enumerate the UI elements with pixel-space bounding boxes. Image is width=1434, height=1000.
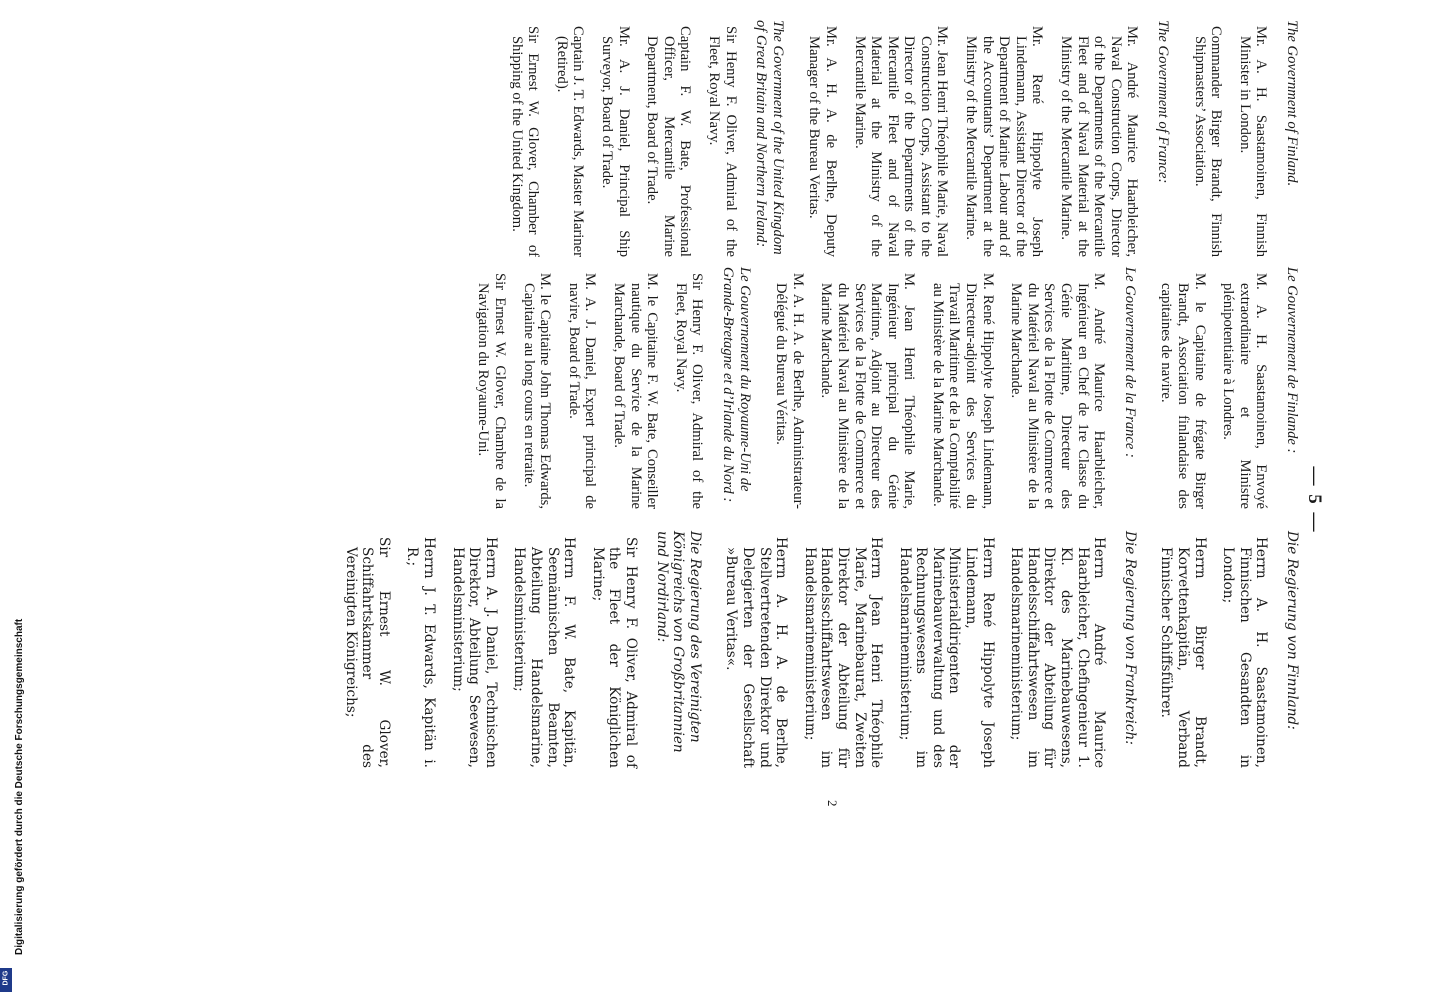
section-spacer [703,531,711,768]
delegate-entry: Herrn André Maurice Haarbleicher, Chefingenieur 1. Kl. des Marinebauwesens, Direktor der Abteilung für Handelsschiffahrtswesen im Handelsmarineministerium; [1008,537,1108,768]
section-heading: Le Gouvernement de la France : [1121,267,1138,458]
delegate-entry: Herrn Birger Brandt, Korvettenkapitän, Verband Finnischer Schiffsführer. [1158,537,1208,768]
page-number: — 5 — [1304,466,1325,534]
delegate-entry: Herrn A. J. Daniel, Technischen Direktor, Abteilung Seewesen, Handelsministerium; [449,537,499,768]
dfg-logo-icon [0,968,12,992]
delegate-entry: Captain F. W. Bate, Professional Officer, Mercantile Marine Department, Board of Trade. [644,26,694,257]
section-spacer [1171,20,1179,257]
delegate-entry: Sir Henry F. Oliver, Admiral of the Fleet der Königlichen Marine; [589,537,639,768]
delegate-entry: Mr. A. H. Saastamoinen, Finnish Minister in London. [1236,26,1270,257]
delegate-entry: M. Jean Henri Théophile Marie, Ingénieur principal du Génie Maritime, Adjoint au Directeur des Services de la Flotte de Commerce et du Matériel Naval au Ministère de la Marine Marchande. [818,273,918,509]
delegate-entry: Herrn J. T. Edwards, Kapitän i. R.; [404,537,438,768]
section-spacer [322,531,330,768]
delegate-entry: M. le Capitaine John Thomas Edwards, Capitaine au long cours en retraite. [520,273,554,509]
delegate-entry: Mr. André Maurice Haarbleicher, Naval Construction Corps, Director of the Departments of the Mercantile Fleet and of Naval Material at the Ministry of the Mercantile Marine. [1058,26,1141,257]
section-spacer [786,20,794,257]
section-spacer [753,267,761,509]
delegate-entry: Mr. A. H. A. de Berlhe, Deputy Manager of the Bureau Veritas. [806,26,839,257]
delegate-entry: M. le Capitaine de frégate Birger Brandt, Association finlandaise des capitaines de navire. [1158,273,1208,509]
delegate-entry: Sir Ernest W. Glover, Chambre de la Navigation du Royaume-Uni. [475,273,509,509]
delegate-entry: M. A. H. A. de Berlhe, Administrateur-Délégué du Bureau Véritas. [773,273,806,509]
section-spacer [488,20,496,257]
section-heading: Die Regierung des Vereinigten Königreichs von Großbritannien und Nordirland: [653,531,703,753]
french-column [455,267,1300,509]
section-heading: Die Regierung von Finnland: [1284,531,1300,730]
delegate-entry: Captain J. T. Edwards, Master Mariner (Retired). [553,26,587,257]
section-heading: Die Regierung von Frankreich: [1121,531,1138,745]
english-column [488,20,1300,257]
section-spacer [455,267,463,509]
digitization-sidebar [0,0,28,1000]
section-heading: The Government of the United Kingdom of Great Britain and Northern Ireland: [753,20,786,255]
delegate-entry: M. René Hippolyte Joseph Lindemann, Directeur-adjoint des Services du Travail Maritime et de la Comptabilité au Ministère de la Marine Marchande. [929,273,996,509]
delegate-entry: Herrn René Hippolyte Joseph Lindemann, Ministerialdirigenten der Marinebauverwaltung und des Rechnungswesens im Handelsmarineministerium; [896,537,996,768]
delegate-entry: Sir Henry F. Oliver, Admiral of the Fleet, Royal Navy. [672,273,706,509]
delegate-entry: Herrn A. H. Saastamoinen, Finnischen Gesandten in London; [1220,537,1270,768]
delegate-entry: Commander Birger Brandt, Finnish Shipmasters’ Association. [1191,26,1225,257]
delegate-entry: Herrn F. W. Bate, Kapitän, Seemännischen Beamten, Abteilung Handelsmarine, Handelsministerium; [511,537,578,768]
delegate-entry: Mr. Jean Henri Théophile Marie, Naval Construction Corps, Assistant to the Director of the Departments of the Mercantile Fleet and of Naval Material at the Ministry of the Mercantile Marine. [851,26,951,257]
dfg-logo-text: DFG [2,970,10,986]
delegate-entry: M. A. J. Daniel, Expert principal de navire, Board of Trade. [565,273,599,509]
delegate-entry: Sir Henry F. Oliver, Admiral of the Fleet, Royal Navy. [705,26,739,257]
delegate-entry: M. A. H. Saastamoinen, Envoyé extraordinaire et Ministre plénipotentiaire à Londres. [1220,273,1270,509]
delegate-entry: Herrn A. H. A. de Berlhe, Stellvertretenden Direktor und Delegierten der Gesellschaft »Bureau Veritas«. [723,537,790,768]
delegate-entry: Sir Ernest W. Glover, Chamber of Shipping of the United Kingdom. [508,26,542,257]
german-column [322,531,1300,768]
delegate-entry: M. André Maurice Haarbleicher, Ingénieur en Chef de 1re Classe du Génie Maritime, Directeur des Services de la Flotte de Commerce et du Matériel Naval au Ministère de la Marine Marchande. [1008,273,1108,509]
signature-mark: 2 [825,800,840,807]
delegate-entry: Sir Ernest W. Glover, Schiffahrtskammer des Vereinigten Königreichs; [342,537,392,768]
delegate-entry: Herrn Jean Henri Théophile Marie, Marinebaurat, Zweiten Direktor der Abteilung für Handelsschiffahrtswesen im Handelsmarineministerium; [801,537,885,768]
section-heading: The Government of Finland. [1284,20,1300,187]
dfg-funding-note: Digitalisierung gefördert durch die Deutsche Forschungsgemeinschaft [14,618,25,955]
section-heading: The Government of France: [1155,20,1172,184]
rotated-document-page [85,0,1335,1000]
section-heading: Le Gouvernement du Royaume-Uni de Grande-Bretagne et d’Irlande du Nord : [719,267,753,503]
delegate-entry: Mr. René Hippolyte Joseph Lindemann, Assistant Director of the Department of Marine Labour and of the Accountants’ Department at the Ministry of the Mercantile Marine. [963,26,1046,257]
delegate-entry: M. le Capitaine F. W. Bate, Conseiller nautique du Service de la Marine Marchande, Board of Trade. [611,273,661,509]
delegate-entry: Mr. A. J. Daniel, Principal Ship Surveyor, Board of Trade. [599,26,632,257]
section-heading: Le Gouvernement de Finlande : [1284,267,1300,454]
section-spacer [1138,267,1146,509]
section-spacer [1138,531,1146,768]
